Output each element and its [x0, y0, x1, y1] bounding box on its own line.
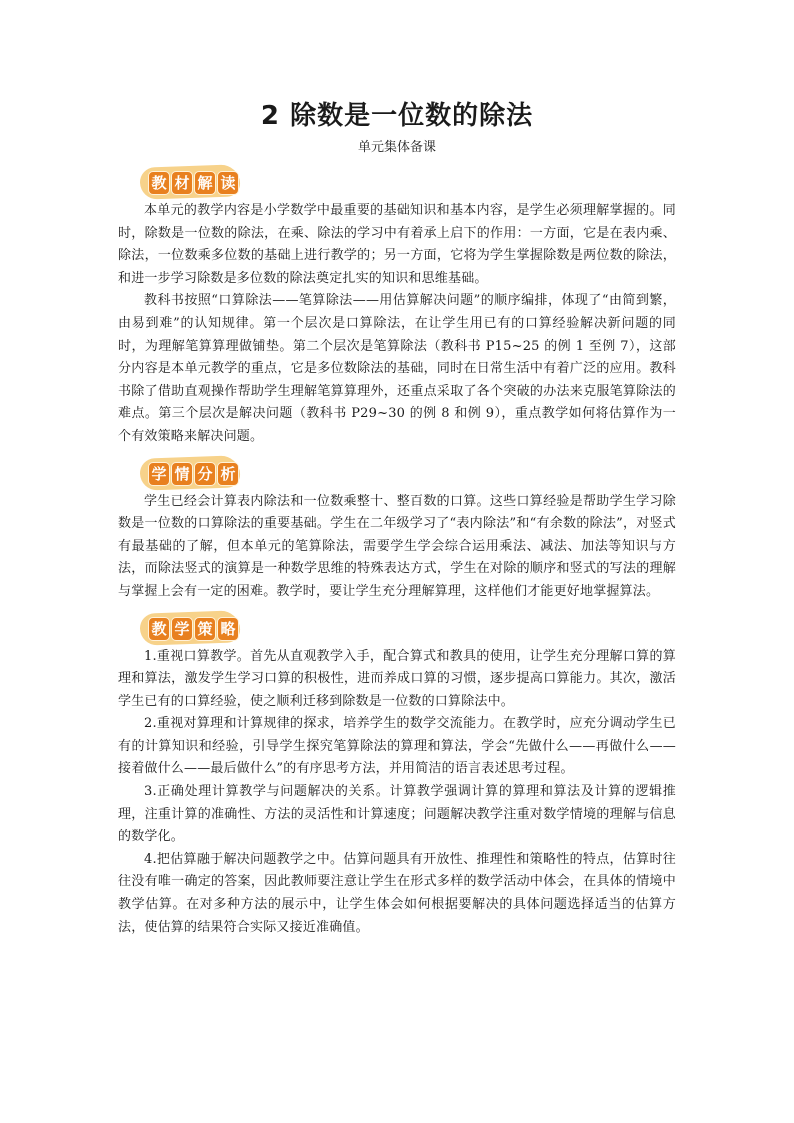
badge-char: 情: [171, 462, 193, 486]
badge-char: 学: [148, 462, 170, 486]
badge-char: 解: [194, 171, 216, 195]
badge-char: 学: [171, 617, 193, 641]
badge-char: 读: [217, 171, 239, 195]
body-paragraph: 教科书按照“口算除法——笔算除法——用估算解决问题”的顺序编排，体现了“由简到繁，由易到难”的认知规律。第一个层次是口算除法，在让学生用已有的口算经验解决新问题的同时，为理解笔算算理做铺垫。第二个层次是笔算除法（教科书 P15~25 的例 1 至例 7），这部分内容是本单元教学的重点，它是多位数除法的基础，同时在日常生活中有着广泛的应用。教科书除了借助直观操作帮助学生理解笔算算理外，还重点采取了各个突破的办法来克服笔算除法的难点。第三个层次是解决问题（教科书 P29~30 的例 8 和例 9），重点教学如何将估算作为一个有效策略来解决问题。: [118, 293, 676, 444]
badge-char: 略: [217, 617, 239, 641]
badge-char: 材: [171, 171, 193, 195]
badge-char: 分: [194, 462, 216, 486]
section-textbook-analysis: [118, 164, 676, 449]
body-paragraph: 4.把估算融于解决问题教学之中。估算问题具有开放性、推理性和策略性的特点，估算时往往没有唯一确定的答案，因此教师要注意让学生在形式多样的数学活动中体会，在具体的情境中教学估算。在对多种方法的展示中，让学生体会如何根据要解决的具体问题选择适当的估算方法，使估算的结果符合实际又接近准确值。: [118, 851, 676, 935]
document-page: [118, 98, 676, 939]
section-heading-badge: [148, 614, 239, 642]
section-teaching-strategy: [118, 610, 676, 940]
body-paragraph: 1.重视口算教学。首先从直观教学入手，配合算式和教具的使用，让学生充分理解口算的算理和算法，激发学生学习口算的积极性，进而养成口算的习惯，逐步提高口算能力。其次，激活学生已有的口算经验，使之顺利迁移到除数是一位数的口算除法中。: [118, 648, 676, 709]
badge-char: 教: [148, 171, 170, 195]
body-paragraph: 2.重视对算理和计算规律的探求，培养学生的数学交流能力。在教学时，应充分调动学生已有的计算知识和经验，引导学生探究笔算除法的算理和算法，学会“先做什么——再做什么——接着做什么——最后做什么”的有序思考方法，并用简洁的语言表述思考过程。: [118, 716, 676, 777]
section-heading-badge: [148, 459, 239, 487]
badge-char: 教: [148, 617, 170, 641]
body-paragraph: 3.正确处理计算教学与问题解决的关系。计算教学强调计算的算理和算法及计算的逻辑推理，注重计算的准确性、方法的灵活性和计算速度；问题解决教学注重对数学情境的理解与信息的数学化。: [118, 784, 676, 845]
badge-char: 析: [217, 462, 239, 486]
section-student-analysis: [118, 455, 676, 604]
section-heading-badge: [148, 168, 239, 196]
page-title: 2 除数是一位数的除法: [260, 101, 534, 131]
body-paragraph: 本单元的教学内容是小学数学中最重要的基础知识和基本内容，是学生必须理解掌握的。同时，除数是一位数的除法，在乘、除法的学习中有着承上启下的作用：一方面，它是在表内乘、除法，一位数乘多位数的基础上进行教学的；另一方面，它将为学生掌握除数是两位数的除法，和进一步学习除数是多位数的除法奠定扎实的知识和思维基础。: [118, 203, 676, 286]
body-paragraph: 学生已经会计算表内除法和一位数乘整十、整百数的口算。这些口算经验是帮助学生学习除数是一位数的口算除法的重要基础。学生在二年级学习了“表内除法”和“有余数的除法”，对竖式有最基础的了解，但本单元的笔算除法，需要学生学会综合运用乘法、减法、加法等知识与方法，而除法竖式的演算是一种数学思维的特殊表达方式，学生在对除的顺序和竖式的写法的理解与掌握上会有一定的困难。教学时，要让学生充分理解算理，这样他们才能更好地掌握算法。: [118, 493, 676, 599]
badge-char: 策: [194, 617, 216, 641]
page-subtitle: 单元集体备课: [357, 140, 436, 155]
